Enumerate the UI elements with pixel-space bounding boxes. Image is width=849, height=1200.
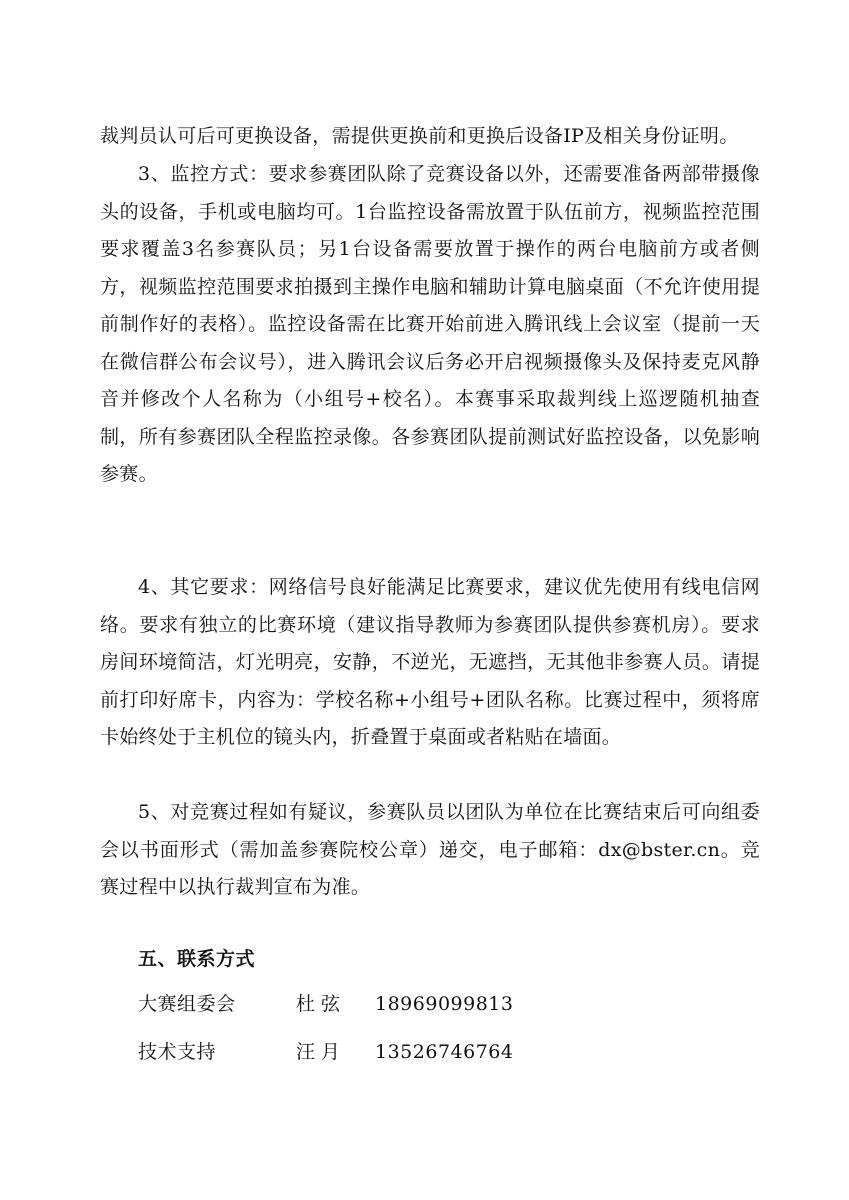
- paragraph-disputes: 5、对竞赛过程如有疑议，参赛队员以团队为单位在比赛结束后可向组委会以书面形式（需加盖参赛院校公章）递交，电子邮箱：dx@bster.cn。竞赛过程中以执行裁判宣布为准。: [100, 801, 760, 898]
- contact-name: 杜弦: [296, 993, 347, 1015]
- paragraph-monitoring-method: 3、监控方式：要求参赛团队除了竞赛设备以外，还需要准备两部带摄像头的设备，手机或电脑均可。1台监控设备需放置于队伍前方，视频监控范围要求覆盖3名参赛队员；另1台设备需要放置于操作的两台电脑前方或者侧方，视频监控范围要求拍摄到主操作电脑和辅助计算电脑桌面（不允许使用提前制作好的表格）。监控设备需在比赛开始前进入腾讯线上会议室（提前一天在微信群公布会议号），进入腾讯会议后务必开启视频摄像头及保持麦克风静音并修改个人名称为（小组号+校名）。本赛事采取裁判线上巡逻随机抽查制，所有参赛团队全程监控录像。各参赛团队提前测试好监控设备，以免影响参赛。: [100, 163, 760, 485]
- paragraph-other-requirements: 4、其它要求：网络信号良好能满足比赛要求，建议优先使用有线电信网络。要求有独立的比赛环境（建议指导教师为参赛团队提供参赛机房）。要求房间环境简洁，灯光明亮，安静，不逆光，无遮挡，无其他非参赛人员。请提前打印好席卡，内容为：学校名称+小组号+团队名称。比赛过程中，须将席卡始终处于主机位的镜头内，折叠置于桌面或者粘贴在墙面。: [100, 576, 760, 748]
- contact-row: [138, 986, 638, 1022]
- contact-name: 汪月: [296, 1041, 347, 1063]
- contact-phone: 13526746764: [375, 1041, 514, 1063]
- contact-org: 技术支持: [138, 1041, 217, 1063]
- contact-org: 大赛组委会: [138, 993, 236, 1015]
- contact-row: [138, 1034, 638, 1070]
- paragraph-continued: 裁判员认可后可更换设备，需提供更换前和更换后设备IP及相关身份证明。: [100, 125, 739, 147]
- section-title-contact: 五、联系方式: [138, 948, 256, 970]
- contact-phone: 18969099813: [375, 993, 514, 1015]
